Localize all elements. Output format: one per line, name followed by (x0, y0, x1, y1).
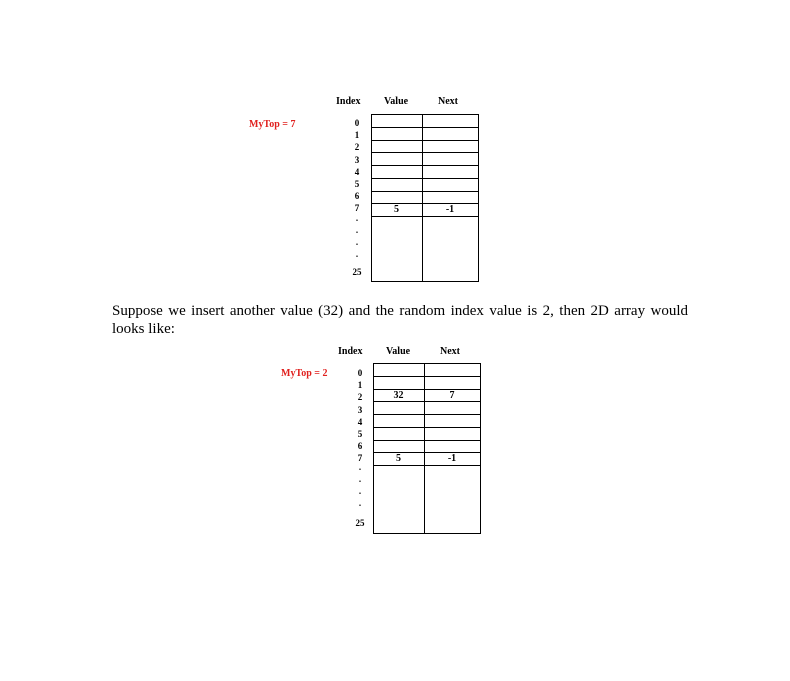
index-label: 2 (354, 142, 360, 153)
header-next: Next (438, 96, 458, 107)
index-label: 1 (354, 130, 360, 141)
header-value: Value (384, 96, 409, 107)
grid-line (373, 414, 481, 415)
index-label: 7 (354, 203, 360, 214)
header-index: Index (336, 96, 361, 107)
next-cell: -1 (447, 453, 457, 465)
index-label: 7 (357, 453, 363, 464)
ellipsis-dot: . (355, 249, 359, 259)
ellipsis-dot: . (358, 486, 362, 496)
index-label: 3 (354, 154, 360, 165)
ellipsis-dot: . (355, 225, 359, 235)
grid-line (373, 427, 481, 428)
index-label: 4 (357, 416, 363, 427)
ellipsis-dot: . (358, 498, 362, 508)
index-label: 5 (357, 429, 363, 439)
grid-line (373, 533, 481, 534)
header-value: Value (386, 346, 411, 357)
ellipsis-dot: . (358, 474, 362, 484)
index-label: 0 (354, 118, 360, 128)
grid-line (373, 376, 481, 377)
last-index-label: 25 (352, 267, 362, 277)
index-label: 0 (357, 368, 363, 378)
grid-line (373, 363, 481, 364)
last-index-label: 25 (355, 518, 365, 528)
index-label: 6 (354, 191, 360, 202)
index-label: 5 (354, 179, 360, 189)
mytop-label: MyTop = 2 (281, 368, 328, 379)
ellipsis-dot: . (355, 237, 359, 247)
value-cell: 32 (393, 389, 404, 401)
value-cell: 5 (394, 204, 399, 216)
value-cell: 5 (396, 453, 401, 465)
index-label: 2 (357, 392, 363, 403)
index-label: 3 (357, 404, 363, 415)
index-label: 4 (354, 166, 360, 177)
grid-line (373, 440, 481, 441)
ellipsis-dot: . (358, 462, 362, 472)
next-cell: -1 (445, 204, 455, 216)
mytop-label: MyTop = 7 (249, 119, 296, 130)
ellipsis-dot: . (355, 213, 359, 223)
next-cell: 7 (449, 389, 455, 401)
index-label: 1 (357, 380, 363, 391)
header-next: Next (440, 346, 460, 357)
explanation-paragraph: Suppose we insert another value (32) and the random index value is 2, then 2D array would looks like: (112, 303, 688, 337)
index-label: 6 (357, 441, 363, 452)
header-index: Index (338, 346, 363, 357)
